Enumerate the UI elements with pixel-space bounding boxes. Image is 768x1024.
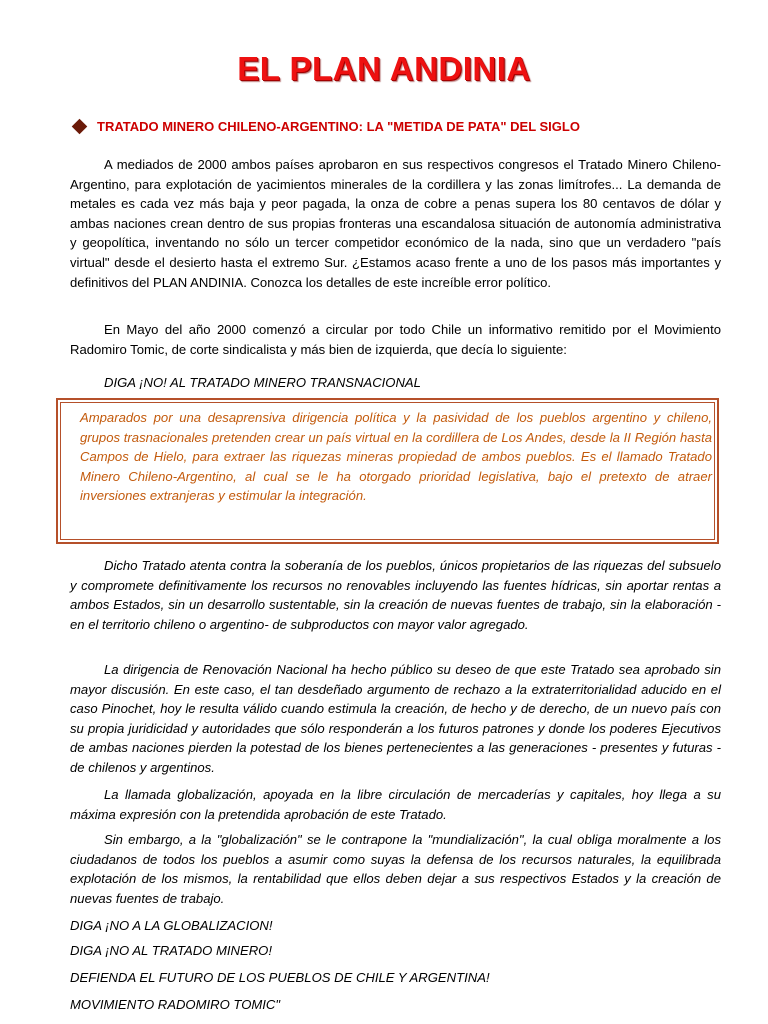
quote-text: Amparados por una desaprensiva dirigencia política y la pasividad de los pueblos argentino y chileno, grupos trasnacionales pretenden crear un país virtual en la cordillera de Los Andes, desde la II Región hasta Campos de Hielo, para extraer las riquezas mineras propiedad de ambos pueblos. Es el llamado Tratado Minero Chileno-Argentino, al cual se le ha otorgado prioridad legislativa, bajo el pretexto de atraer inversiones extranjeras y estimular la integración. [80, 410, 712, 504]
closing-line: DEFIENDA EL FUTURO DE LOS PUEBLOS DE CHILE Y ARGENTINA! [70, 970, 490, 985]
section-heading [72, 119, 712, 134]
paragraph-treaty: Dicho Tratado atenta contra la soberanía de los pueblos, únicos propietarios de las riquezas del subsuelo y compromete definitivamente los recursos no renovables incluyendo las fuentes hídricas, sin aportar rentas a ambos Estados, sin un desarrollo sustentable, sin la creación de nuevas fuentes de trabajo, sin la elaboración -en el territorio chileno o argentino- de subproductos con mayor valor agregado. [70, 558, 721, 632]
section-heading-text: TRATADO MINERO CHILENO-ARGENTINO: LA "METIDA DE PATA" DEL SIGLO [97, 119, 580, 134]
page-title: EL PLAN ANDINIA [237, 50, 531, 87]
closing-line: DIGA ¡NO AL TRATADO MINERO! [70, 943, 272, 958]
paragraph-intro: A mediados de 2000 ambos países aprobaron en sus respectivos congresos el Tratado Minero Chileno-Argentino, para explotación de yacimientos minerales de la cordillera y las zonas limítrofes... La demanda de metales es cada vez más baja y peor pagada, la onza de cobre a penas supera los 80 centavos de dólar y ambas naciones crean dentro de sus propias fronteras una escandalosa situación de autonomía administrativa y geopolítica, inventando no sólo un tercer competidor económico de la nada, sino que un verdadero "país virtual" desde el desierto hasta el extremo Sur. ¿Estamos acaso frente a uno de los pasos más importantes y definitivos del PLAN ANDINIA. Conozca los detalles de este increíble error político. [70, 157, 721, 290]
signature-line: MOVIMIENTO RADOMIRO TOMIC" [70, 997, 281, 1012]
paragraph-context: En Mayo del año 2000 comenzó a circular por todo Chile un informativo remitido por el Movimiento Radomiro Tomic, de corte sindicalista y más bien de izquierda, que decía lo siguiente: [70, 322, 721, 357]
paragraph-renovacion: La dirigencia de Renovación Nacional ha hecho público su deseo de que este Tratado sea aprobado sin mayor discusión. En este caso, el tan desdeñado argumento de rechazo a la extraterritorialidad aducido en el caso Pinochet, hoy le resulta válido cuando estimula la creación, de hecho y de derecho, de un nuevo país con su propia juridicidad y autoridades que sólo responderán a los futuros patrones y donde los poderes Ejecutivos de ambas naciones pierden la potestad de los bienes pertenecientes a las generaciones - presentes y futuras - de chilenos y argentinos. [70, 662, 721, 775]
diamond-bullet-icon [72, 119, 88, 135]
quote-heading: DIGA ¡NO! AL TRATADO MINERO TRANSNACIONAL [104, 375, 421, 390]
paragraph-globalizacion: La llamada globalización, apoyada en la libre circulación de mercaderías y capitales, hoy llega a su máxima expresión con la pretendida aprobación de este Tratado. [70, 787, 721, 822]
paragraph-mundializacion: Sin embargo, a la "globalización" se le contrapone la "mundialización", la cual obliga moralmente a los ciudadanos de todos los pueblos a asumir como suyas la defensa de los recursos naturales, la equilibrada explotación de los mismos, la rentabilidad que ellos deben dejar a sus respectivos Estados y la creación de nuevas fuentes de trabajo. [70, 832, 721, 906]
closing-line: DIGA ¡NO A LA GLOBALIZACION! [70, 918, 273, 933]
